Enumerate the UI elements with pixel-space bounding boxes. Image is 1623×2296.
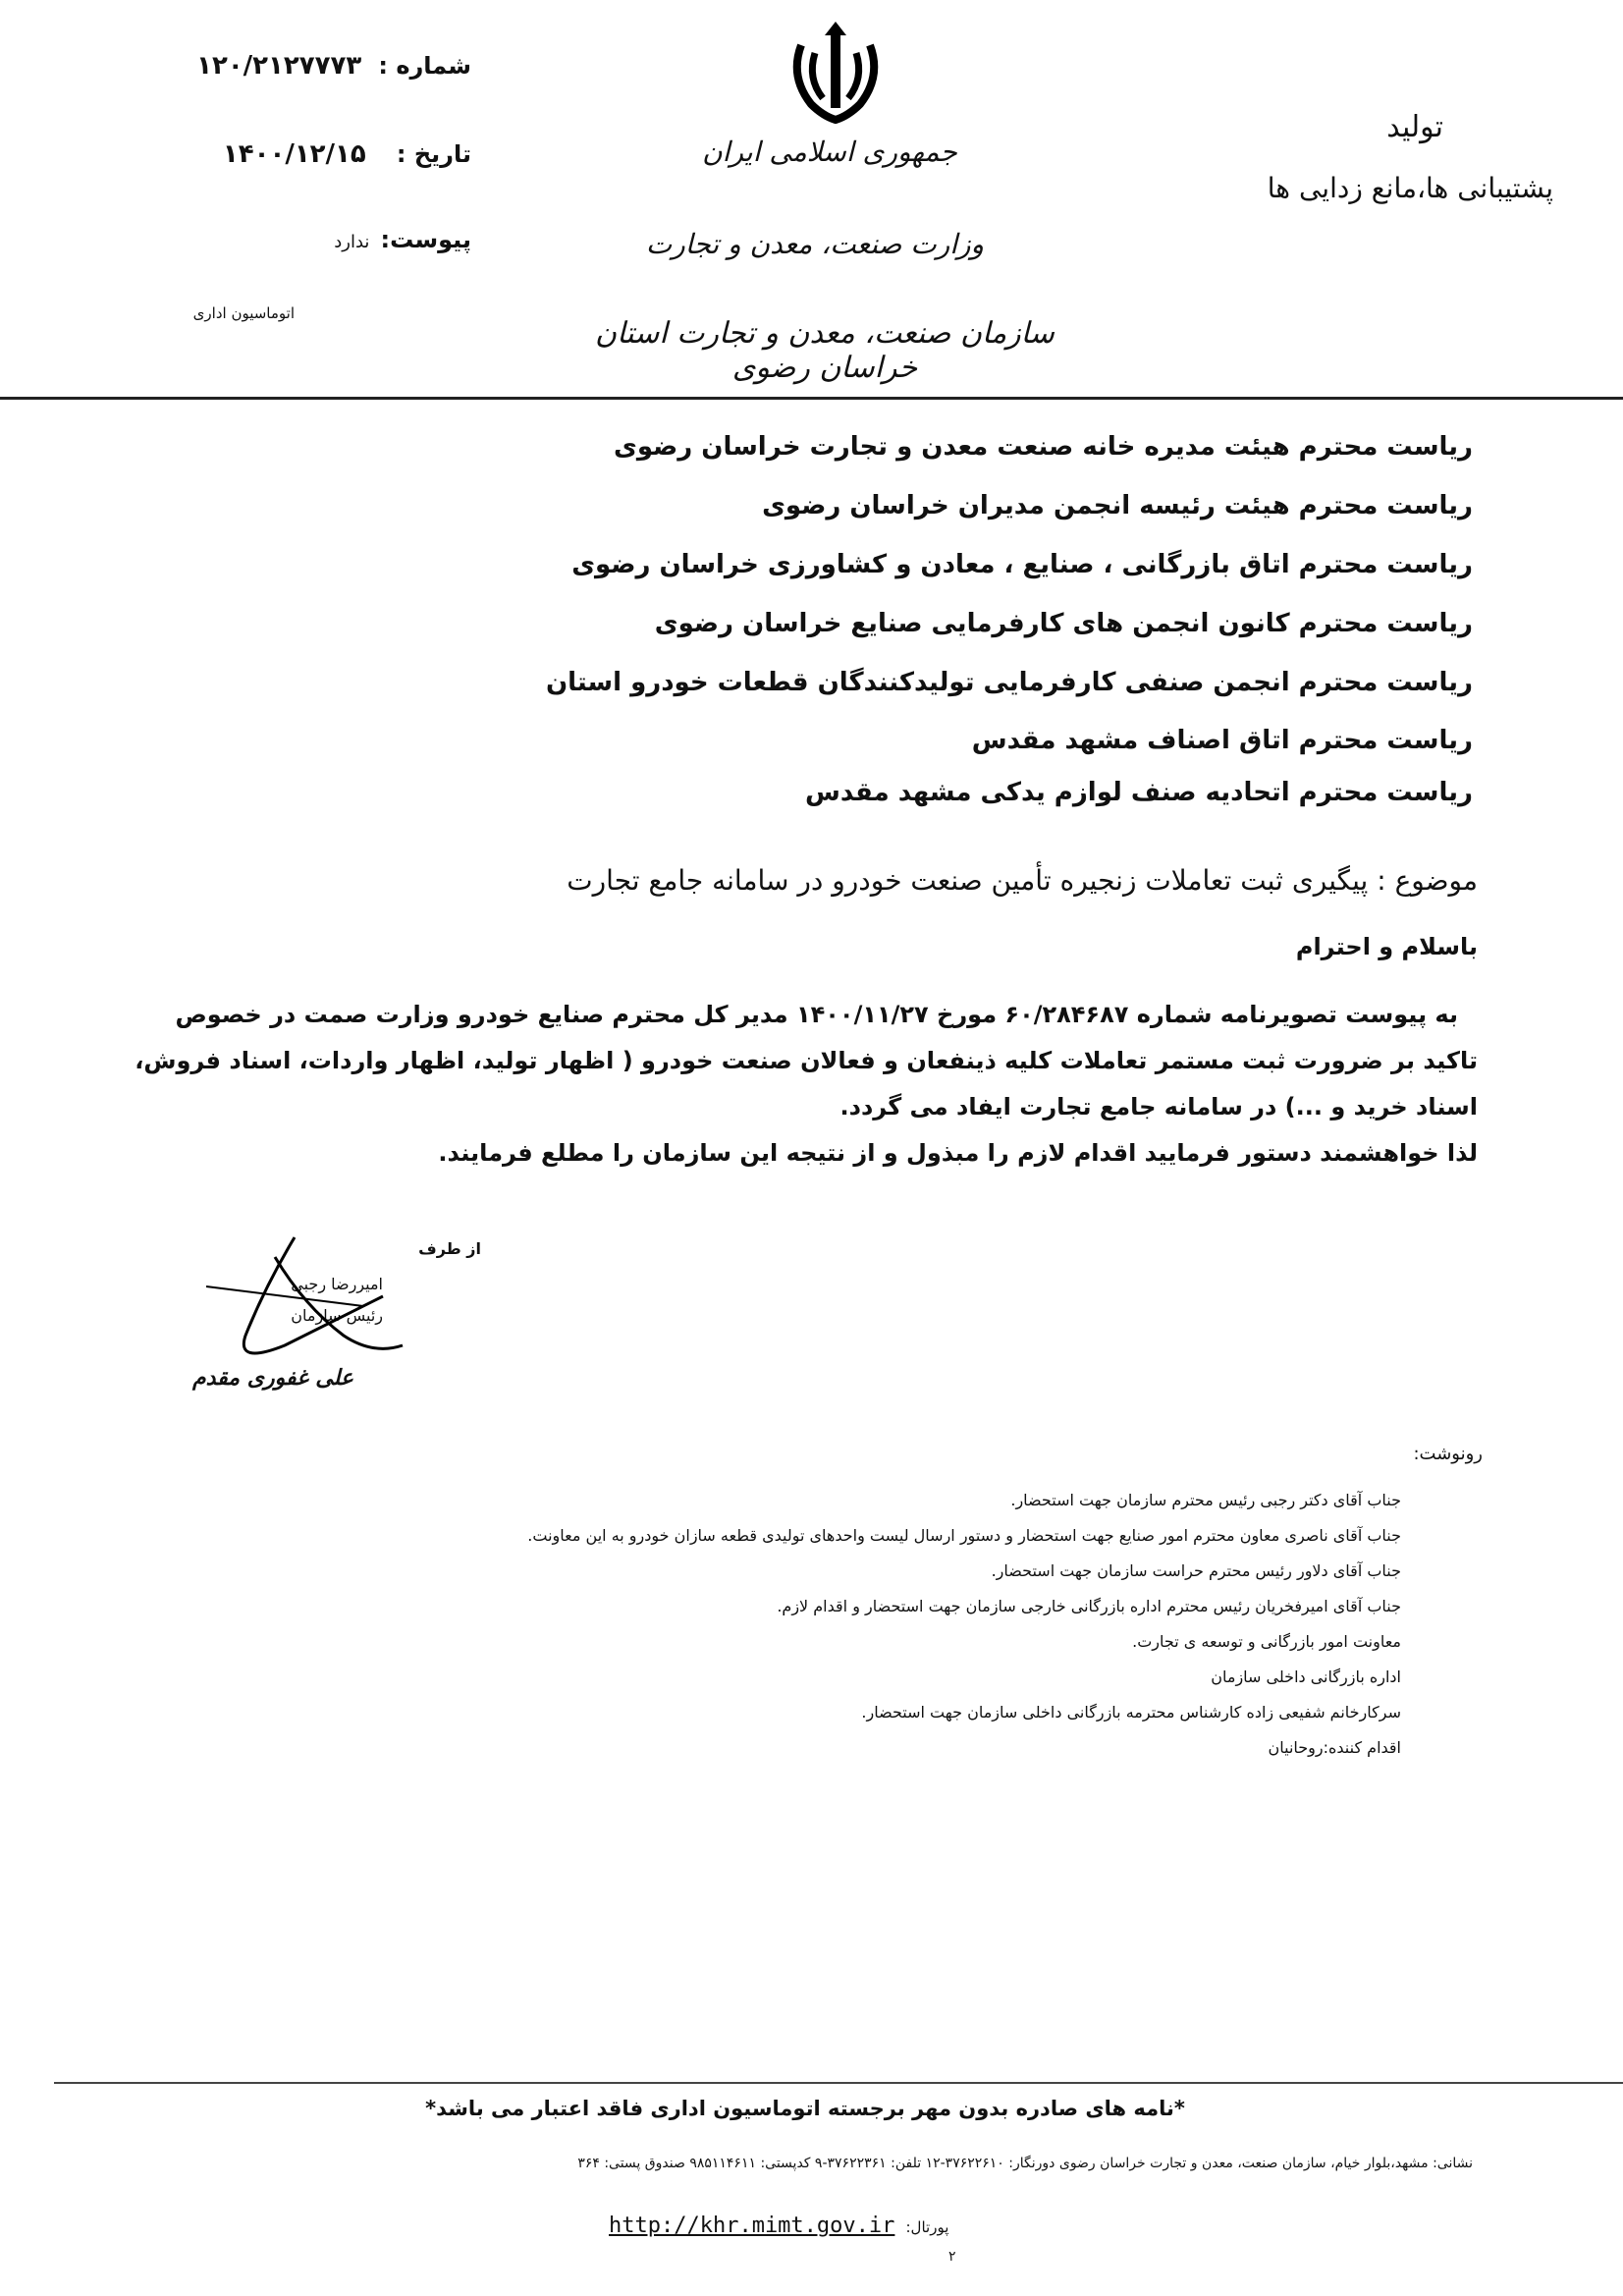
letter-subject: موضوع : پیگیری ثبت تعاملات زنجیره تأمین صنعت خودرو در سامانه جامع تجارت: [567, 864, 1478, 897]
body-line: تاکید بر ضرورت ثبت مستمر تعاملات کلیه ذینفعان و فعالان صنعت خودرو ( اظهار تولید، اظهار واردات، اسناد فروش،: [135, 1047, 1478, 1074]
letter-date-value: ۱۴۰۰/۱۲/۱۵: [222, 139, 366, 169]
letter-attachment-label: پیوست:: [380, 226, 471, 253]
letter-greeting: باسلام و احترام: [1295, 933, 1478, 960]
footer-website-label: پورتال:: [905, 2218, 949, 2236]
org-line-ministry: وزارت صنعت، معدن و تجارت: [645, 228, 985, 260]
iran-emblem-icon: [782, 18, 890, 126]
letter-attachment-row: [295, 226, 471, 265]
letter-number-value: ۱۲۰/۲۱۲۷۷۷۳: [196, 51, 362, 81]
cc-line: اداره بازرگانی داخلی سازمان: [1211, 1667, 1401, 1686]
recipient-line: ریاست محترم هیئت مدیره خانه صنعت معدن و تجارت خراسان رضوی: [614, 432, 1473, 462]
recipient-line: ریاست محترم انجمن صنفی کارفرمایی تولیدکنندگان قطعات خودرو استان: [545, 668, 1473, 697]
signatory-name: امیررضا رجبی: [291, 1275, 383, 1293]
letter-body: [98, 992, 1478, 1176]
org-line-provincial-office: سازمان صنعت، معدن و تجارت استان خراسان رضوی: [595, 316, 1055, 385]
handwritten-note-support: پشتیبانی ها،مانع زدایی ها: [1267, 172, 1553, 204]
footer-validity-notice: *نامه های صادره بدون مهر برجسته اتوماسیون اداری فاقد اعتبار می باشد*: [425, 2097, 1185, 2120]
body-line: اسناد خرید و ...) در سامانه جامع تجارت ایفاد می گردد.: [839, 1093, 1478, 1121]
cc-line: جناب آقای امیرفخریان رئیس محترم اداره بازرگانی خارجی سازمان جهت استحضار و اقدام لازم.: [777, 1597, 1401, 1615]
letter-date-row: [147, 139, 471, 179]
recipient-line: ریاست محترم هیئت رئیسه انجمن مدیران خراسان رضوی: [762, 491, 1473, 520]
handwritten-note-production: تولید: [1386, 110, 1443, 144]
cc-line: سرکارخانم شفیعی زاده کارشناس محترمه بازرگانی داخلی سازمان جهت استحضار.: [861, 1703, 1401, 1722]
signatory-title: رئیس سازمان: [291, 1306, 383, 1325]
cc-line: جناب آقای ناصری معاون محترم امور صنایع جهت استحضار و دستور ارسال لیست واحدهای تولیدی قطعه سازان خودرو به این معاونت.: [527, 1526, 1401, 1545]
cc-line: معاونت امور بازرگانی و توسعه ی تجارت.: [1132, 1632, 1401, 1651]
cc-label: رونوشت:: [1413, 1444, 1483, 1464]
body-line: لذا خواهشمند دستور فرمایید اقدام لازم را مبذول و از نتیجه این سازمان را مطلع فرمایند.: [438, 1139, 1478, 1167]
cc-line: جناب آقای دکتر رجبی رئیس محترم سازمان جهت استحضار.: [1010, 1491, 1401, 1509]
letter-number-row: [98, 51, 471, 90]
recipient-line: ریاست محترم اتاق اصناف مشهد مقدس: [971, 726, 1473, 755]
signature-on-behalf: از طرف: [418, 1239, 481, 1258]
footer-website-link[interactable]: http://khr.mimt.gov.ir: [609, 2214, 895, 2238]
recipient-line: ریاست محترم کانون انجمن های کارفرمایی صنایع خراسان رضوی: [654, 609, 1473, 638]
org-line-republic: جمهوری اسلامی ایران: [702, 136, 957, 168]
letter-attachment-value: ندارد: [334, 232, 370, 252]
recipient-line: ریاست محترم اتحادیه صنف لوازم یدکی مشهد مقدس: [804, 778, 1473, 807]
letter-date-label: تاریخ :: [396, 140, 471, 168]
automation-note: اتوماسیون اداری: [192, 304, 295, 322]
body-line: به پیوست تصویرنامه شماره ۶۰/۲۸۴۶۸۷ مورخ ۱۴۰۰/۱۱/۲۷ مدیر کل محترم صنایع خودرو وزارت صمت در خصوص: [175, 1001, 1458, 1028]
letter-number-label: شماره :: [378, 52, 471, 80]
footer-address: نشانی: مشهد،بلوار خیام، سازمان صنعت، معدن و تجارت خراسان رضوی دورنگار: ۳۷۶۲۲۶۱۰-۱۲ تلفن: ۳۷۶۲۲۳۶۱-۹ کدپستی: ۹۸۵۱۱۴۶۱۱ صندوق پستی: ۳۶۴: [577, 2156, 1473, 2171]
recipients-list: [393, 417, 1473, 816]
signature-handwritten-name: علی غفوری مقدم: [192, 1365, 353, 1391]
footer-page-marker: ۲: [948, 2249, 956, 2265]
cc-line: اقدام کننده:روحانیان: [1268, 1738, 1401, 1757]
footer-website-row: [609, 2214, 982, 2245]
recipient-line: ریاست محترم اتاق بازرگانی ، صنایع ، معادن و کشاورزی خراسان رضوی: [571, 550, 1473, 579]
cc-list: [196, 1483, 1401, 1766]
header-divider: [0, 397, 1623, 400]
cc-line: جناب آقای دلاور رئیس محترم حراست سازمان جهت استحضار.: [991, 1561, 1401, 1580]
footer-divider: [54, 2082, 1623, 2084]
